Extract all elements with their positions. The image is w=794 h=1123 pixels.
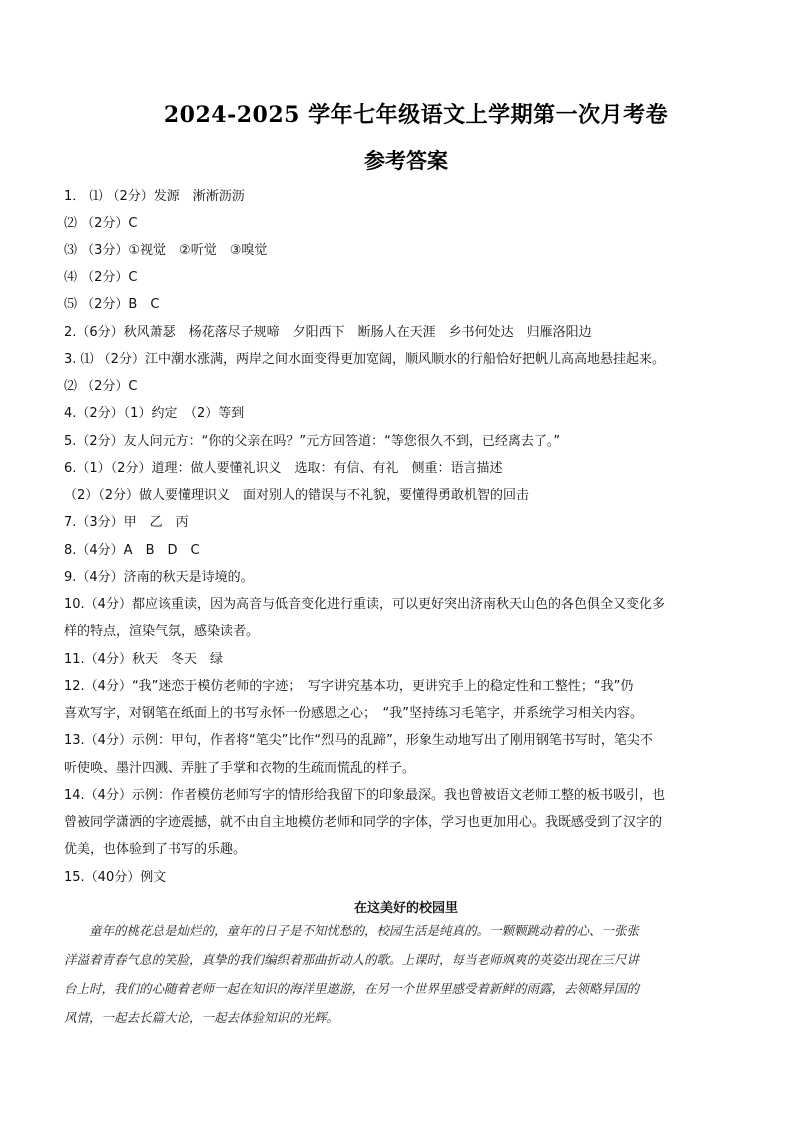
answer-line: ⑷ （2分）C bbox=[64, 270, 138, 285]
essay-line: 风情，一起去长篇大论，一起去体验知识的光辉。 bbox=[64, 1010, 340, 1025]
answer-line: 2.（6分）秋风萧瑟 杨花落尽子规啼 夕阳西下 断肠人在天涯 乡书何处达 归雁洛阳边 bbox=[64, 325, 592, 340]
answer-line: 优美，也体验到了书写的乐趣。 bbox=[64, 842, 247, 857]
answer-line: 听使唤、墨汁四溅、弄脏了手掌和衣物的生疏而慌乱的样子。 bbox=[64, 761, 416, 776]
answer-line: 喜欢写字，对钢笔在纸面上的书写永怀一份感恩之心； “我”坚持练习毛笔字，并系统学习相关内容。 bbox=[64, 706, 643, 721]
answer-line: 11.（4分）秋天 冬天 绿 bbox=[64, 652, 223, 667]
essay-line: 洋溢着青春气息的笑脸，真挚的我们编织着那曲折动人的歌。上课时，每当老师飒爽的英姿出现在三尺讲 bbox=[64, 952, 640, 967]
answer-line: 10.（4分）都应该重读，因为高音与低音变化进行重读，可以更好突出济南秋天山色的各色俱全又变化多 bbox=[64, 597, 665, 612]
answer-line: 12.（4分）“我”迷恋于模仿老师的字迹； 写字讲究基本功，更讲究手上的稳定性和工整性；“我”仍 bbox=[64, 679, 634, 694]
answer-line: ⑸ （2分）B C bbox=[64, 297, 160, 312]
page-subtitle: 参考答案 bbox=[364, 148, 448, 173]
answer-line: 5.（2分）友人问元方：“你的父亲在吗？”元方回答道：“等您很久不到，已经离去了。” bbox=[64, 434, 561, 449]
answer-line: ⑵ （2分）C bbox=[64, 379, 138, 394]
answer-line: ⑵ （2分）C bbox=[64, 216, 138, 231]
answer-line: 8.（4分）A B D C bbox=[64, 543, 200, 558]
page-title: 2024-2025 学年七年级语文上学期第一次月考卷 bbox=[163, 102, 669, 128]
answer-line: 9.（4分）济南的秋天是诗境的。 bbox=[64, 570, 254, 585]
essay-line: 台上时，我们的心随着老师一起在知识的海洋里遨游，在另一个世界里感受着新鲜的雨露，去领略异国的 bbox=[64, 981, 640, 996]
answer-line: 曾被同学潇洒的字迹震撼，就不由自主地模仿老师和同学的字体，学习也更加用心。我既感受到了汉字的 bbox=[64, 815, 663, 830]
answer-line: 15.（40分）例文 bbox=[64, 870, 167, 885]
answer-line: （2）（2分）做人要懂理识义 面对别人的错误与不礼貌，要懂得勇敢机智的回击 bbox=[64, 488, 530, 503]
answer-line: 1． ⑴ （2分）发源 淅淅沥沥 bbox=[64, 189, 245, 204]
essay-title: 在这美好的校园里 bbox=[353, 901, 458, 916]
answer-line: ⑶ （3分）①视觉 ②听觉 ③嗅觉 bbox=[64, 243, 268, 258]
answer-line: 4.（2分）（1）约定 （2）等到 bbox=[64, 406, 245, 421]
answer-line: 7.（3分）甲 乙 丙 bbox=[64, 515, 189, 530]
answer-line: 3. ⑴ （2分）江中潮水涨满，两岸之间水面变得更加宽阔，顺风顺水的行船恰好把帆儿高高地悬挂起来。 bbox=[64, 352, 665, 367]
essay-line: 童年的桃花总是灿烂的，童年的日子是不知忧愁的，校园生活是纯真的。一颗颗跳动着的心、一张张 bbox=[64, 923, 640, 938]
answer-line: 样的特点，渲染气氛，感染读者。 bbox=[64, 624, 260, 639]
answer-line: 6.（1）（2分）道理：做人要懂礼识义 选取：有信、有礼 侧重：语言描述 bbox=[64, 461, 503, 476]
answer-line: 13.（4分）示例：甲句，作者将“笔尖”比作“烈马的乱蹄”，形象生动地写出了刚用钢笔书写时，笔尖不 bbox=[64, 733, 653, 748]
answer-line: 14.（4分）示例：作者模仿老师写字的情形给我留下的印象最深。我也曾被语文老师工整的板书吸引，也 bbox=[64, 788, 665, 803]
